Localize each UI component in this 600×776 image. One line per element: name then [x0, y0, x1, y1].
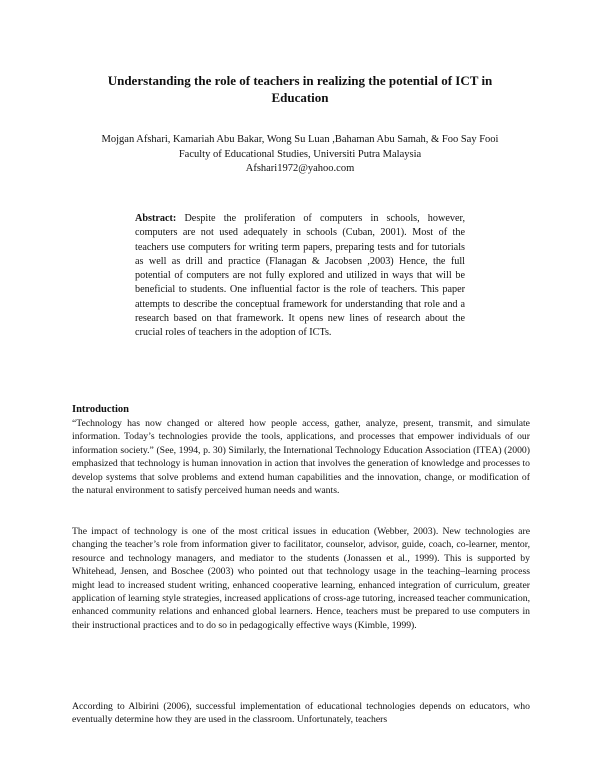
- author-email: Afshari1972@yahoo.com: [245, 163, 355, 174]
- author-block: [60, 133, 540, 177]
- title-line-1: Understanding the role of teachers in realizing the potential of ICT in: [107, 73, 493, 88]
- paragraph-2: The impact of technology is one of the most critical issues in education (Webber, 2003). New technologies are changing the teacher’s role from information giver to facilitator, counselor, advisor, guide, coach, co-learner, mentor, resource and technology managers, and mediator to the students (Jonassen et al., 1999). This is supported by Whitehead, Jensen, and Boschee (2003) who pointed out that technology usage in the teaching–learning process might lead to increased student writing, enhanced cooperative learning, enhanced integration of curriculum, greater application of learning style strategies, increased applications of cross-age tutoring, increased teacher communication, enhanced community relations and enhanced global learners. Hence, teachers must be prepared to use computers in their instructional practices and to do so in pedagogically effective ways (Kimble, 1999).: [72, 526, 530, 631]
- paragraph-1: “Technology has now changed or altered how people access, gather, analyze, present, transmit, and simulate information. Today’s technologies provide the tools, applications, and processes that empower individuals of our information society.” (See, 1994, p. 30) Similarly, the International Technology Education Association (ITEA) (2000) emphasized that technology is human innovation in action that involves the generation of knowledge and processes to develop systems that solve problems and extend human capabilities and the innovation, change, or modification of the natural environment to satisfy perceived human needs and wants.: [72, 418, 530, 497]
- paragraph-3: According to Albirini (2006), successful implementation of educational technologies depends on educators, who eventually determine how they are used in the classroom. Unfortunately, teachers: [72, 701, 530, 726]
- abstract-text: Despite the proliferation of computers in schools, however, computers are not used adequately in schools (Cuban, 2001). Most of the teachers use computers for writing term papers, preparing tests and for tutorials as well as drill and practice (Flanagan & Jacobsen ,2003) Hence, the full potential of computers are not fully explored and utilized in ways that will be beneficial to students. One influential factor is the role of teachers. This paper attempts to describe the conceptual framework for understanding that role and a research based on that framework. It opens new lines of research about the crucial roles of teachers in the adoption of ICTs.: [135, 213, 466, 338]
- author-list: Mojgan Afshari, Kamariah Abu Bakar, Wong Su Luan ,Bahaman Abu Samah, & Foo Say Fooi: [101, 134, 499, 145]
- abstract: [135, 212, 465, 340]
- abstract-label: Abstract:: [135, 213, 177, 224]
- section-heading: Introduction: [72, 404, 129, 415]
- affiliation: Faculty of Educational Studies, Universiti Putra Malaysia: [178, 148, 422, 160]
- title-line-2: Education: [271, 90, 329, 105]
- paper-title: [80, 72, 520, 106]
